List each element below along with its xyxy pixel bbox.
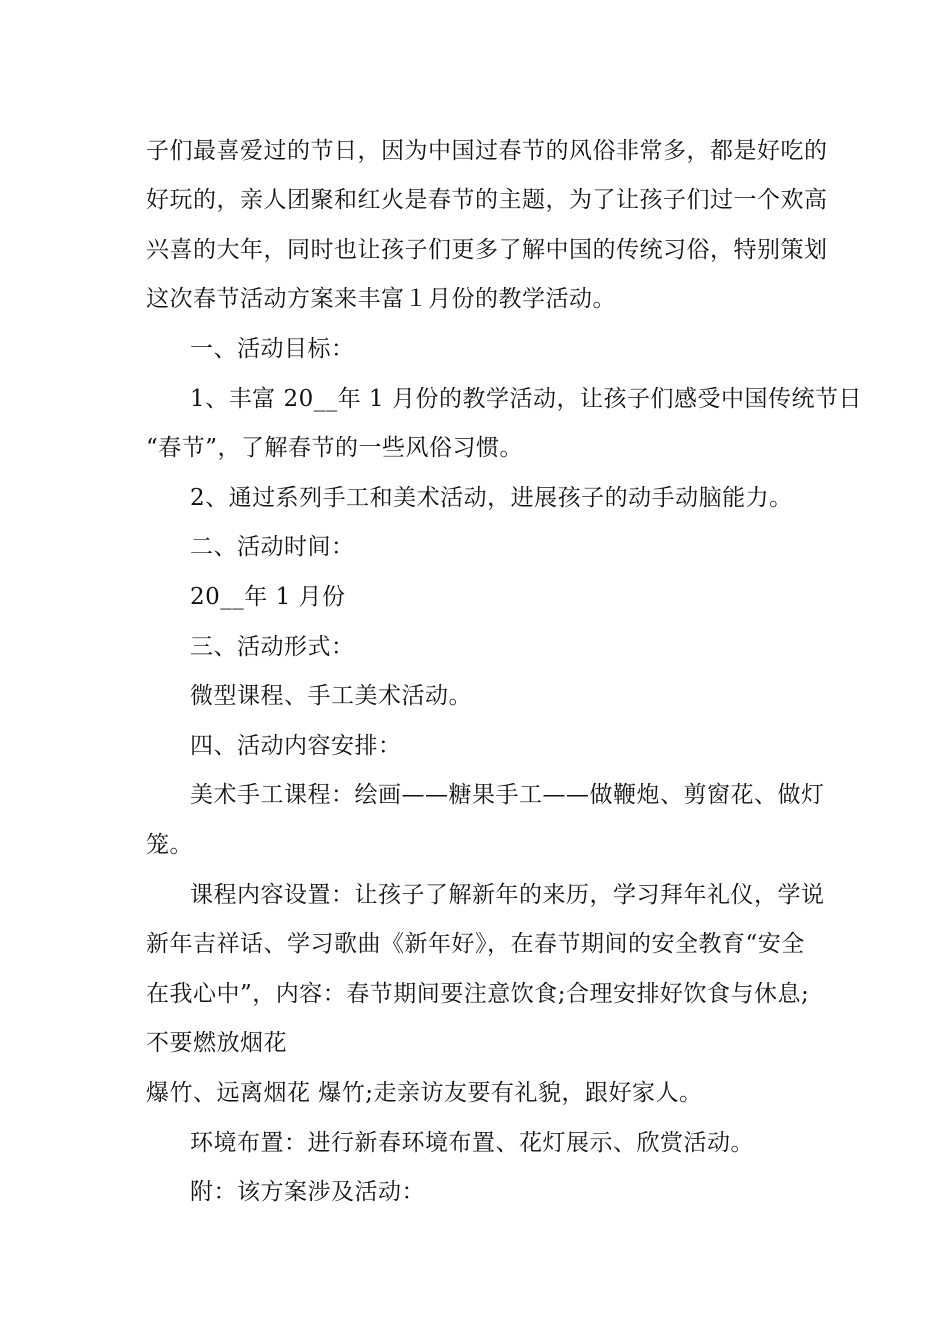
paragraph-line: 2、通过系列手工和美术活动，进展孩子的动手动脑能力。 [190,485,793,511]
paragraph-line: 课程内容设置：让孩子了解新年的来历，学习拜年礼仪，学说 [190,882,825,908]
paragraph-line: 1、丰富 20__年 1 月份的教学活动，让孩子们感受中国传统节日 [190,386,862,412]
paragraph-line: 在我心中”，内容：春节期间要注意饮食;合理安排好饮食与休息; [146,981,810,1007]
paragraph-line: 新年吉祥话、学习歌曲《新年好》，在春节期间的安全教育“安全 [146,931,805,957]
section-heading: 二、活动时间： [190,534,355,560]
paragraph-line: 子们最喜爱过的节日，因为中国过春节的风俗非常多，都是好吃的 [146,138,828,164]
paragraph-line: “春节”，了解春节的一些风俗习惯。 [146,435,524,461]
paragraph-line: 附：该方案涉及活动： [190,1179,425,1205]
paragraph-line: 好玩的，亲人团聚和红火是春节的主题，为了让孩子们过一个欢高 [146,187,828,213]
paragraph-line: 环境布置：进行新春环境布置、花灯展示、欣赏活动。 [190,1130,754,1156]
paragraph-line: 笼。 [146,832,193,858]
paragraph-line: 爆竹、远离烟花 爆竹;走亲访友要有礼貌，跟好家人。 [146,1080,703,1106]
section-heading: 一、活动目标： [190,336,355,362]
section-heading: 四、活动内容安排： [190,733,402,759]
paragraph-line: 兴喜的大年，同时也让孩子们更多了解中国的传统习俗，特别策划 [146,237,828,263]
paragraph-line: 美术手工课程：绘画——糖果手工——做鞭炮、剪窗花、做灯 [190,782,825,808]
section-heading: 三、活动形式： [190,634,355,660]
paragraph-line: 不要燃放烟花 [146,1030,287,1056]
paragraph-line: 微型课程、手工美术活动。 [190,683,472,709]
paragraph-line: 20__年 1 月份 [190,584,346,610]
paragraph-line: 这次春节活动方案来丰富１月份的教学活动。 [146,286,616,312]
